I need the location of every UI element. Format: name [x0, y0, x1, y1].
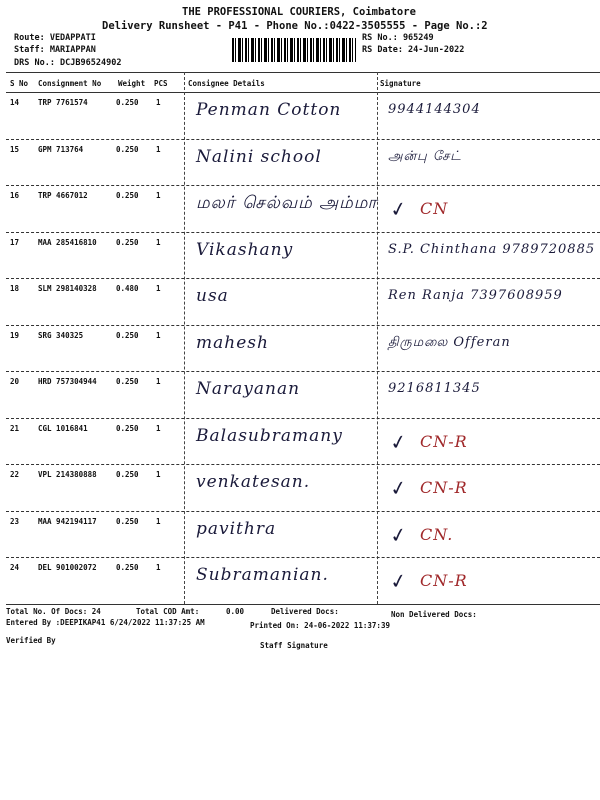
- consignee-column-divider: [184, 72, 185, 604]
- row-pcs: 1: [156, 563, 161, 572]
- row-divider: [6, 557, 600, 558]
- table-header-rule: [6, 92, 600, 93]
- row-consignment-no: DEL 901002072: [38, 563, 97, 572]
- staff-label: Staff: MARIAPPAN: [14, 45, 96, 55]
- row-pcs: 1: [156, 237, 161, 247]
- row-consignee-handwritten: Balasubramany: [196, 425, 343, 446]
- row-weight: 0.250: [116, 470, 139, 479]
- row-divider: [6, 464, 600, 465]
- row-signature-handwritten: CN-R: [420, 571, 468, 590]
- row-consignment-no: MAA 285416810: [38, 237, 97, 247]
- row-consignee-handwritten: venkatesan.: [196, 472, 311, 492]
- staff-signature: Staff Signature: [260, 641, 328, 650]
- row-weight: 0.250: [116, 330, 139, 340]
- barcode-image: [232, 38, 356, 62]
- row-sno: 14: [10, 98, 20, 107]
- row-consignee-handwritten: pavithra: [196, 518, 277, 539]
- row-weight: 0.250: [116, 516, 139, 526]
- row-consignee-handwritten: Nalini school: [196, 146, 322, 167]
- row-sno: 22: [10, 470, 20, 479]
- row-weight: 0.250: [116, 237, 139, 247]
- row-consignee-handwritten: usa: [196, 286, 229, 306]
- rs-date: RS Date: 24-Jun-2022: [362, 45, 465, 55]
- verified-by: Verified By: [6, 636, 56, 645]
- column-header-consignment: Consignment No: [38, 79, 102, 88]
- row-divider: [6, 232, 600, 233]
- row-pcs: 1: [156, 516, 161, 526]
- row-consignment-no: TRP 7761574: [38, 98, 88, 107]
- row-divider: [6, 418, 600, 419]
- row-sno: 15: [10, 144, 20, 154]
- row-sno: 18: [10, 284, 20, 293]
- row-divider: [6, 511, 600, 512]
- row-consignment-no: SLM 298140328: [38, 284, 97, 293]
- row-sno: 24: [10, 563, 20, 572]
- row-pcs: 1: [156, 377, 161, 386]
- rs-number: RS No.: 965249: [362, 33, 434, 43]
- row-consignment-no: CGL 1016841: [38, 423, 88, 433]
- row-sno: 19: [10, 330, 20, 340]
- row-consignment-no: TRP 4667012: [38, 191, 88, 200]
- table-top-rule: [6, 72, 600, 73]
- row-divider: [6, 371, 600, 372]
- row-pcs: 1: [156, 330, 161, 340]
- row-pcs: 1: [156, 284, 161, 293]
- row-consignment-no: VPL 214380888: [38, 470, 97, 479]
- document-subtitle: Delivery Runsheet - P41 - Phone No.:0422-3505555 - Page No.:2: [102, 20, 488, 32]
- signature-column-divider: [377, 72, 378, 604]
- checkmark-icon: ✓: [388, 474, 409, 502]
- checkmark-icon: ✓: [388, 195, 409, 223]
- column-header-consignee: Consignee Details: [188, 79, 265, 88]
- row-signature-handwritten: திருமலை Offeran: [388, 334, 511, 350]
- column-header-weight: Weight: [118, 79, 146, 88]
- row-sno: 20: [10, 377, 20, 386]
- row-pcs: 1: [156, 98, 161, 107]
- row-sno: 16: [10, 191, 20, 200]
- row-pcs: 1: [156, 423, 161, 433]
- row-consignment-no: GPM 713764: [38, 144, 84, 154]
- row-weight: 0.250: [116, 191, 139, 200]
- column-header-sno: S No: [10, 79, 29, 88]
- checkmark-icon: ✓: [388, 521, 409, 548]
- entered-by: Entered By :DEEPIKAP41 6/24/2022 11:37:25 AM: [6, 618, 205, 627]
- row-divider: [6, 278, 600, 279]
- row-weight: 0.250: [116, 377, 139, 386]
- row-weight: 0.250: [116, 563, 139, 572]
- row-consignee-handwritten: Vikashany: [196, 239, 294, 260]
- row-consignment-no: SRG 340325: [38, 330, 84, 340]
- row-divider: [6, 325, 600, 326]
- total-docs: Total No. Of Docs: 24: [6, 607, 101, 616]
- drs-number: DRS No.: DCJB96524902: [14, 58, 122, 68]
- row-weight: 0.250: [116, 144, 139, 154]
- row-signature-handwritten: S.P. Chinthana 9789720885: [388, 241, 596, 257]
- total-cod-label: Total COD Amt:: [136, 607, 200, 616]
- row-consignment-no: MAA 942194117: [38, 516, 97, 526]
- row-sno: 23: [10, 516, 20, 526]
- route-label: Route: VEDAPPATI: [14, 33, 96, 43]
- row-pcs: 1: [156, 191, 161, 200]
- printed-on: Printed On: 24-06-2022 11:37:39: [250, 621, 390, 630]
- row-sno: 21: [10, 423, 20, 433]
- document-title: THE PROFESSIONAL COURIERS, Coimbatore: [182, 6, 416, 18]
- row-pcs: 1: [156, 470, 161, 479]
- total-cod-value: 0.00: [226, 607, 245, 616]
- row-pcs: 1: [156, 144, 161, 154]
- row-consignee-handwritten: Subramanian.: [196, 565, 329, 585]
- row-consignee-handwritten: மலர் செல்வம் அம்மா: [196, 193, 378, 213]
- row-consignment-no: HRD 757304944: [38, 377, 97, 386]
- row-signature-handwritten: CN.: [420, 524, 454, 544]
- row-signature-handwritten: அன்பு சேட்: [388, 148, 462, 164]
- row-weight: 0.480: [116, 284, 139, 293]
- row-signature-handwritten: 9944144304: [388, 102, 481, 117]
- row-consignee-handwritten: Penman Cotton: [196, 100, 342, 120]
- column-header-pcs: PCS: [154, 79, 168, 88]
- checkmark-icon: ✓: [388, 567, 409, 595]
- row-sno: 17: [10, 237, 20, 247]
- non-delivered-docs: Non Delivered Docs:: [391, 610, 477, 619]
- row-signature-handwritten: 9216811345: [388, 381, 481, 396]
- row-weight: 0.250: [116, 423, 139, 433]
- row-signature-handwritten: CN-R: [420, 431, 468, 451]
- row-consignee-handwritten: Narayanan: [196, 379, 301, 399]
- row-signature-handwritten: Ren Ranja 7397608959: [388, 288, 563, 303]
- column-header-signature: Signature: [380, 79, 421, 88]
- checkmark-icon: ✓: [388, 428, 409, 455]
- row-consignee-handwritten: mahesh: [196, 332, 269, 353]
- table-bottom-rule: [6, 604, 600, 605]
- row-divider: [6, 185, 600, 186]
- row-weight: 0.250: [116, 98, 139, 107]
- row-signature-handwritten: CN: [420, 199, 449, 218]
- delivered-docs: Delivered Docs:: [271, 607, 339, 616]
- row-signature-handwritten: CN-R: [420, 478, 468, 497]
- row-divider: [6, 139, 600, 140]
